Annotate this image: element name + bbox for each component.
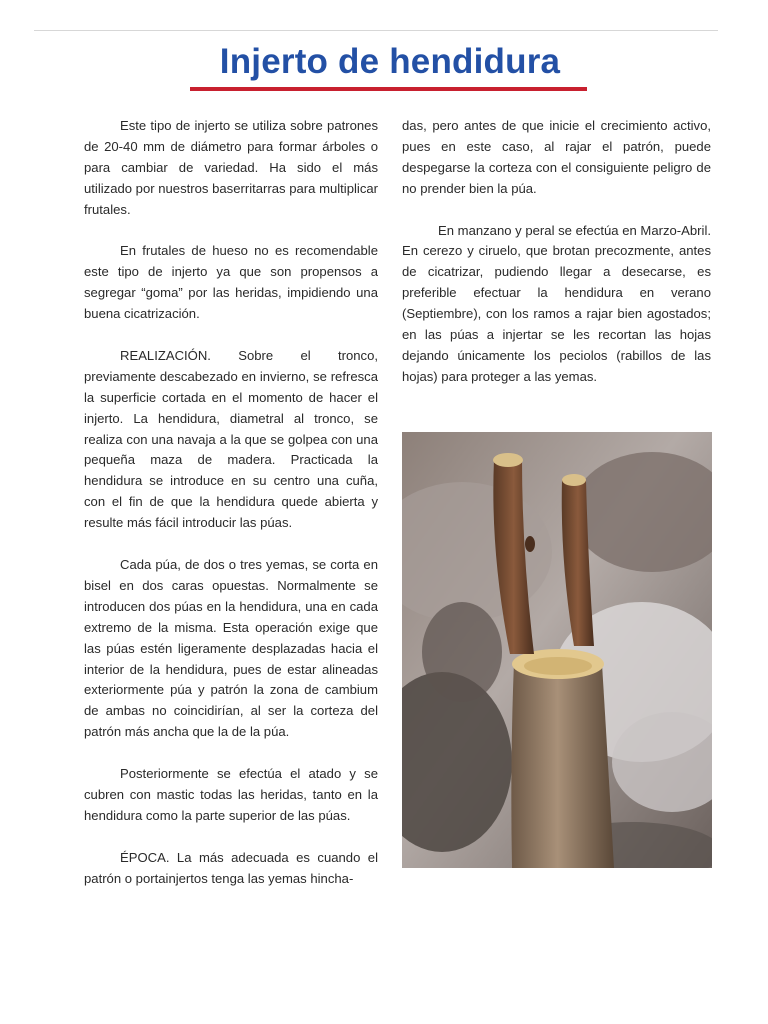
title-underline: [190, 87, 587, 91]
graft-photo: [402, 432, 712, 868]
paragraph-epoca-continued: das, pero antes de que inicie el crecimiento activo, pues en este caso, al rajar el patrón, puede despegarse la corteza con el consiguiente peligro de no prender bien la púa.: [402, 118, 711, 196]
top-rule: [34, 30, 718, 31]
paragraph-atado: Posteriormente se efectúa el atado y se cubren con mastic todas las heridas, tanto en la hendidura como la parte superior de las púas.: [84, 766, 378, 823]
paragraph-calendario: En manzano y peral se efectúa en Marzo-Abril. En cerezo y ciruelo, que brotan precozmente, antes de cicatrizar, pudiendo llegar a desecarse, es preferible efectuar la hendidura en verano (Septiembre), con los ramos a rajar bien agostados; en las púas a injertar se les recortan las hojas dejando únicamente los peciolos (rabillos de las hojas) para proteger a las yemas.: [402, 222, 711, 384]
paragraph-realizacion: REALIZACIÓN. Sobre el tronco, previamente descabezado en invierno, se refresca la superficie cortada en el momento de hacer el injerto. La hendidura, diametral al tronco, se realiza con una navaja a la que se golpea con una pequeña maza de madera. Practicada la hendidura se introduce en su centro una cuña, con el fin de que la hendidura quede abierta y resulte más fácil introducir las púas.: [84, 347, 378, 531]
paragraph-intro: Este tipo de injerto se utiliza sobre patrones de 20-40 mm de diámetro para formar árboles o para cambiar de variedad. Ha sido el más utilizado por nuestros baserritarras para multiplicar frutales.: [84, 118, 379, 217]
paragraph-frutales-hueso: En frutales de hueso no es recomendable este tipo de injerto ya que son propensos a segregar “goma” por las heridas, impidiendo una buena cicatrización.: [84, 243, 378, 322]
paragraph-puas: Cada púa, de dos o tres yemas, se corta en bisel en dos caras opuestas. Normalmente se introducen dos púas en la hendidura, una en cada extremo de la misma. Esta operación exige que las púas estén ligeramente desplazadas hacia el interior de la hendidura, pues de estar alineadas exteriormente púa y patrón la zona de cambium de ambas no coincidirían, al ser la corteza del patrón más ancha que la de la púa.: [84, 556, 378, 740]
paragraph-epoca: ÉPOCA. La más adecuada es cuando el patrón o portainjertos tenga las yemas hincha-: [84, 849, 378, 886]
page-title: Injerto de hendidura: [219, 42, 561, 81]
left-column: [84, 116, 378, 889]
right-column: [402, 116, 711, 388]
